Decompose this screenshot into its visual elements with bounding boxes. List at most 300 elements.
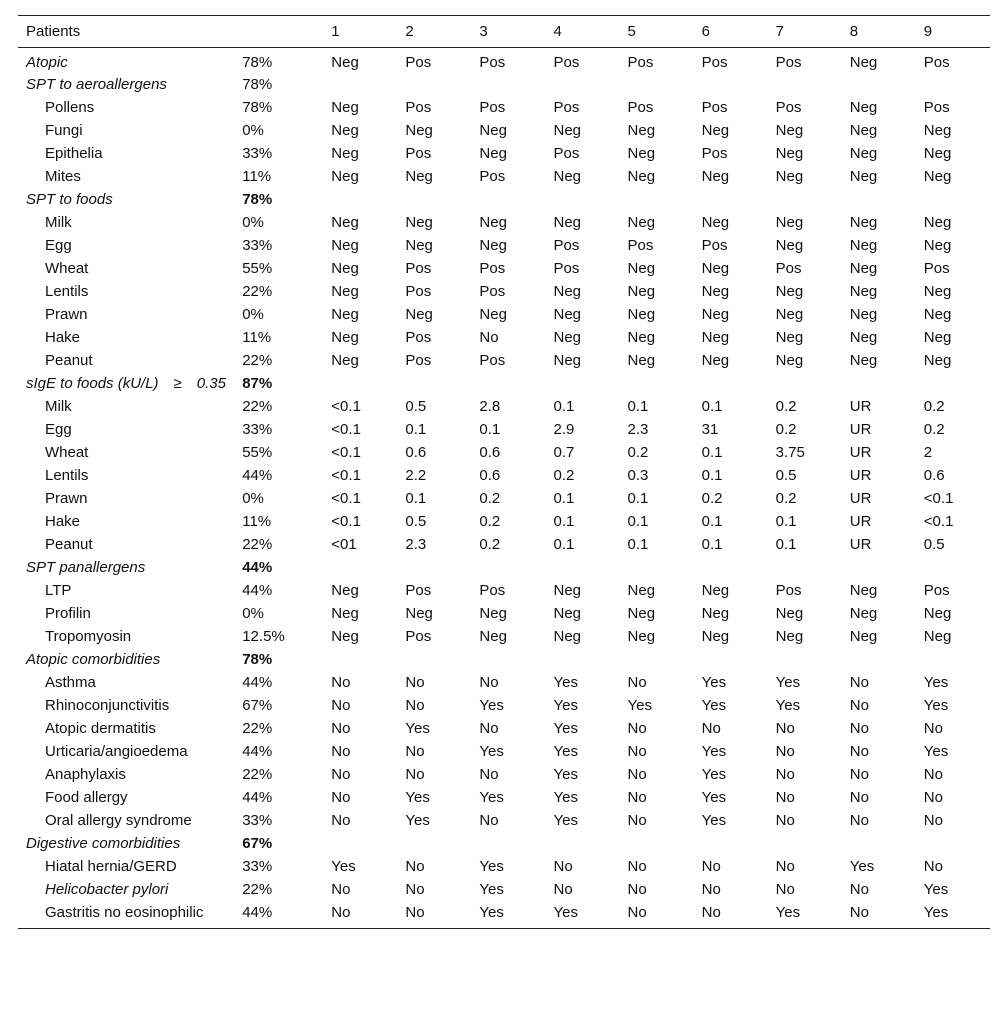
row-label xyxy=(18,831,234,854)
cell-patient-9: Neg xyxy=(923,283,952,300)
cell-patient-1: Neg xyxy=(331,168,359,185)
cell-patient-3: No xyxy=(479,329,499,346)
cell-patient-1: <0.1 xyxy=(331,513,361,530)
row-percent: 12.5% xyxy=(242,628,285,645)
cell-patient-9: Yes xyxy=(923,674,949,691)
cell-patient-3 xyxy=(471,647,545,670)
cell-patient-9 xyxy=(916,371,990,394)
cell-patient-3: Neg xyxy=(479,306,507,323)
cell-patient-6: Pos xyxy=(701,99,728,116)
cell-patient-4: Yes xyxy=(553,743,578,760)
cell-patient-3 xyxy=(471,187,545,210)
row-label-text: Peanut xyxy=(45,352,93,369)
cell-patient-1: <0.1 xyxy=(331,490,361,507)
header-patient-9: 9 xyxy=(916,16,990,48)
cell-patient-8: No xyxy=(849,789,869,806)
cell-patient-1: Neg xyxy=(331,352,359,369)
row-label-text: Hake xyxy=(45,513,81,530)
cell-patient-8: Yes xyxy=(849,858,875,875)
row-percent: 0% xyxy=(242,214,264,231)
cell-patient-3: 2.8 xyxy=(479,398,501,415)
row-label-text: Hiatal hernia/GERD xyxy=(45,858,177,875)
row-percent: 22% xyxy=(242,398,273,415)
cell-patient-1: <0.1 xyxy=(331,467,361,484)
row-label-text: Helicobacter pylori xyxy=(45,881,169,898)
cell-patient-9: 0.5 xyxy=(923,536,945,553)
table-row xyxy=(18,440,990,463)
row-percent: 78% xyxy=(242,191,273,208)
cell-patient-6: Pos xyxy=(701,54,728,71)
table-row xyxy=(18,118,990,141)
cell-patient-3: 0.2 xyxy=(479,536,501,553)
cell-patient-6: Neg xyxy=(701,329,730,346)
cell-patient-5: Pos xyxy=(627,99,654,116)
table-row xyxy=(18,578,990,601)
cell-patient-9: Pos xyxy=(923,260,950,277)
cell-patient-5: Neg xyxy=(627,145,656,162)
row-label xyxy=(18,279,234,302)
cell-patient-9: Neg xyxy=(923,237,952,254)
cell-patient-9: 0.2 xyxy=(923,398,945,415)
cell-patient-9: Yes xyxy=(923,881,949,898)
cell-patient-9: Neg xyxy=(923,145,952,162)
cell-patient-8: Neg xyxy=(849,54,878,71)
row-label xyxy=(18,348,234,371)
table-row xyxy=(18,739,990,762)
cell-patient-3: Pos xyxy=(479,352,506,369)
table-row xyxy=(18,647,990,670)
cell-patient-1 xyxy=(323,187,397,210)
cell-patient-6: Neg xyxy=(701,168,730,185)
cell-patient-4: Neg xyxy=(553,605,582,622)
cell-patient-9 xyxy=(916,72,990,95)
cell-patient-8: Neg xyxy=(849,582,878,599)
row-label xyxy=(18,486,234,509)
row-percent: 87% xyxy=(242,375,273,392)
row-label-text: Anaphylaxis xyxy=(45,766,126,783)
cell-patient-7: 0.5 xyxy=(775,467,797,484)
row-percent: 78% xyxy=(242,54,273,71)
cell-patient-7: Neg xyxy=(775,145,804,162)
row-label xyxy=(18,900,234,929)
row-label-text: Lentils xyxy=(45,467,89,484)
cell-patient-6: 0.1 xyxy=(701,398,723,415)
row-percent: 67% xyxy=(242,697,273,714)
cell-patient-2: Pos xyxy=(405,54,432,71)
cell-patient-3: 0.6 xyxy=(479,444,501,461)
cell-patient-6 xyxy=(694,72,768,95)
cell-patient-7: 0.1 xyxy=(775,536,797,553)
cell-patient-8: No xyxy=(849,674,869,691)
cell-patient-3: Neg xyxy=(479,628,507,645)
cell-patient-2: Neg xyxy=(405,237,433,254)
cell-patient-9: Neg xyxy=(923,306,952,323)
cell-patient-8: Neg xyxy=(849,214,878,231)
cell-patient-6: Pos xyxy=(701,237,728,254)
table-row xyxy=(18,348,990,371)
table-row xyxy=(18,325,990,348)
row-percent: 78% xyxy=(242,76,273,93)
cell-patient-4: Yes xyxy=(545,900,619,929)
cell-patient-1: No xyxy=(331,697,351,714)
cell-patient-7: 3.75 xyxy=(775,444,805,461)
cell-patient-1: Neg xyxy=(331,283,359,300)
cell-patient-4: Neg xyxy=(553,329,582,346)
cell-patient-5 xyxy=(620,831,694,854)
row-label xyxy=(18,95,234,118)
cell-patient-4: Neg xyxy=(553,283,582,300)
cell-patient-9: Neg xyxy=(923,329,952,346)
row-label-text: Profilin xyxy=(45,605,91,622)
cell-patient-9: No xyxy=(923,720,943,737)
header-patients-label: Patients xyxy=(18,16,234,48)
cell-patient-3 xyxy=(471,555,545,578)
cell-patient-9 xyxy=(916,187,990,210)
table-row xyxy=(18,670,990,693)
cell-patient-1: <01 xyxy=(331,536,357,553)
cell-patient-6: Yes xyxy=(701,697,727,714)
cell-patient-4 xyxy=(545,72,619,95)
row-label-text: Asthma xyxy=(45,674,96,691)
row-label xyxy=(18,624,234,647)
table-row xyxy=(18,624,990,647)
cell-patient-2 xyxy=(397,371,471,394)
table-row xyxy=(18,371,990,394)
header-patient-2: 2 xyxy=(397,16,471,48)
cell-patient-3: Neg xyxy=(479,214,507,231)
cell-patient-2: 0.6 xyxy=(405,444,427,461)
cell-patient-3: Yes xyxy=(471,900,545,929)
cell-patient-5: 0.1 xyxy=(627,398,649,415)
row-label xyxy=(18,578,234,601)
cell-patient-5: No xyxy=(627,858,647,875)
cell-patient-6: Yes xyxy=(701,812,727,829)
cell-patient-2 xyxy=(397,647,471,670)
row-label-text: Mites xyxy=(45,168,81,185)
cell-patient-2: No xyxy=(405,697,425,714)
row-label xyxy=(18,532,234,555)
cell-patient-1: Neg xyxy=(331,260,359,277)
cell-patient-8: Neg xyxy=(849,145,878,162)
cell-patient-8: UR xyxy=(849,398,872,415)
cell-patient-9: 0.2 xyxy=(923,421,945,438)
cell-patient-9: Pos xyxy=(923,99,950,116)
cell-patient-2: Yes xyxy=(405,720,430,737)
cell-patient-7: 0.1 xyxy=(775,513,797,530)
cell-patient-7: Neg xyxy=(775,168,804,185)
row-label xyxy=(18,670,234,693)
row-percent: 33% xyxy=(242,858,273,875)
cell-patient-1: <0.1 xyxy=(331,398,361,415)
cell-patient-7: No xyxy=(775,858,795,875)
table-row xyxy=(18,463,990,486)
cell-patient-8: UR xyxy=(849,421,872,438)
cell-patient-9: No xyxy=(923,812,943,829)
cell-patient-3: No xyxy=(479,674,499,691)
cell-patient-8: Neg xyxy=(849,605,878,622)
cell-patient-3: Yes xyxy=(479,743,504,760)
cell-patient-9: Neg xyxy=(923,628,952,645)
row-label-text: Fungi xyxy=(45,122,83,139)
cell-patient-9: Yes xyxy=(923,697,949,714)
cell-patient-8 xyxy=(842,371,916,394)
cell-patient-1: Neg xyxy=(331,122,359,139)
cell-patient-5 xyxy=(620,187,694,210)
cell-patient-3: Pos xyxy=(479,260,506,277)
cell-patient-2: Yes xyxy=(405,789,430,806)
cell-patient-7 xyxy=(768,371,842,394)
cell-patient-6: Yes xyxy=(701,789,727,806)
cell-patient-7: 0.2 xyxy=(775,490,797,507)
cell-patient-7: Neg xyxy=(775,605,804,622)
row-percent: 44% xyxy=(242,674,273,691)
cell-patient-5: Neg xyxy=(627,329,656,346)
row-percent: 78% xyxy=(242,99,273,116)
cell-patient-3: Neg xyxy=(479,122,507,139)
cell-patient-8: Neg xyxy=(849,352,878,369)
cell-patient-5: No xyxy=(620,900,694,929)
cell-patient-8: Neg xyxy=(849,99,878,116)
cell-patient-5: 0.2 xyxy=(627,444,649,461)
cell-patient-1 xyxy=(323,555,397,578)
table-row xyxy=(18,785,990,808)
row-percent: 33% xyxy=(242,145,273,162)
cell-patient-1: Neg xyxy=(331,628,359,645)
cell-patient-4: Neg xyxy=(553,168,582,185)
cell-patient-3: Yes xyxy=(479,789,504,806)
cell-patient-1: Yes xyxy=(331,858,356,875)
cell-patient-2: No xyxy=(405,881,425,898)
cell-patient-1: No xyxy=(331,789,351,806)
cell-patient-4: Yes xyxy=(553,674,578,691)
cell-patient-7 xyxy=(768,187,842,210)
cell-patient-9: Pos xyxy=(923,54,950,71)
cell-patient-6: 0.1 xyxy=(701,513,723,530)
header-patient-3: 3 xyxy=(471,16,545,48)
row-label xyxy=(18,187,234,210)
row-percent: 44% xyxy=(242,467,273,484)
row-percent: 22% xyxy=(242,536,273,553)
cell-patient-5 xyxy=(620,555,694,578)
cell-patient-2: No xyxy=(405,674,425,691)
table-row xyxy=(18,532,990,555)
cell-patient-7: Yes xyxy=(775,674,801,691)
cell-patient-4: No xyxy=(553,858,573,875)
row-label-text: Digestive comorbidities xyxy=(26,835,181,852)
cell-patient-8: Neg xyxy=(849,283,878,300)
cell-patient-3: 0.2 xyxy=(479,490,501,507)
cell-patient-7: Neg xyxy=(775,283,804,300)
row-label-text: Epithelia xyxy=(45,145,103,162)
cell-patient-4: Neg xyxy=(553,628,582,645)
cell-patient-4 xyxy=(545,371,619,394)
table-row xyxy=(18,302,990,325)
cell-patient-2: 2.2 xyxy=(405,467,427,484)
cell-patient-2: No xyxy=(405,766,425,783)
cell-patient-1: Neg xyxy=(331,214,359,231)
row-percent: 44% xyxy=(234,900,323,929)
cell-patient-7: Neg xyxy=(775,306,804,323)
cell-patient-2: Yes xyxy=(405,812,430,829)
row-percent: 78% xyxy=(242,651,273,668)
row-label-text: Hake xyxy=(45,329,81,346)
cell-patient-2: No xyxy=(405,743,425,760)
table-row xyxy=(18,164,990,187)
cell-patient-5: Neg xyxy=(627,352,656,369)
row-label-text: Food allergy xyxy=(45,789,128,806)
row-label-text: Milk xyxy=(45,398,72,415)
cell-patient-4: Pos xyxy=(553,54,580,71)
row-percent: 0% xyxy=(242,605,264,622)
cell-patient-1: Neg xyxy=(331,605,359,622)
header-patient-4: 4 xyxy=(545,16,619,48)
row-label-text: Lentils xyxy=(45,283,89,300)
cell-patient-3: No xyxy=(479,766,499,783)
cell-patient-4: Neg xyxy=(553,582,582,599)
cell-patient-9: <0.1 xyxy=(923,513,954,530)
row-percent: 44% xyxy=(242,743,273,760)
cell-patient-1: Neg xyxy=(331,306,359,323)
cell-patient-8: Neg xyxy=(849,122,878,139)
cell-patient-1: Neg xyxy=(331,237,359,254)
cell-patient-1: Neg xyxy=(331,99,359,116)
header-patient-1: 1 xyxy=(323,16,397,48)
table-row xyxy=(18,486,990,509)
header-patient-7: 7 xyxy=(768,16,842,48)
table-row xyxy=(18,48,990,73)
row-label xyxy=(18,72,234,95)
cell-patient-8: No xyxy=(849,743,869,760)
cell-patient-5: 2.3 xyxy=(627,421,649,438)
cell-patient-8: No xyxy=(849,881,869,898)
cell-patient-3: 0.1 xyxy=(479,421,501,438)
cell-patient-6: No xyxy=(701,720,721,737)
cell-patient-2: 2.3 xyxy=(405,536,427,553)
cell-patient-2: Pos xyxy=(405,283,432,300)
table-row xyxy=(18,762,990,785)
cell-patient-8: Neg xyxy=(849,329,878,346)
cell-patient-3: Yes xyxy=(479,881,504,898)
cell-patient-6: 31 xyxy=(701,421,719,438)
table-row xyxy=(18,187,990,210)
row-label xyxy=(18,808,234,831)
cell-patient-7: No xyxy=(775,743,795,760)
cell-patient-3: No xyxy=(479,812,499,829)
cell-patient-5: No xyxy=(627,720,647,737)
cell-patient-4 xyxy=(545,187,619,210)
cell-patient-6: 0.1 xyxy=(701,444,723,461)
row-label-text: Gastritis no eosinophilic xyxy=(45,904,204,921)
cell-patient-9: <0.1 xyxy=(923,490,954,507)
cell-patient-8: Neg xyxy=(849,237,878,254)
cell-patient-4 xyxy=(545,555,619,578)
table-row xyxy=(18,279,990,302)
cell-patient-5: Neg xyxy=(627,214,656,231)
cell-patient-6 xyxy=(694,647,768,670)
row-label xyxy=(18,555,234,578)
row-percent: 33% xyxy=(242,812,273,829)
row-label-text: Prawn xyxy=(45,490,88,507)
cell-patient-5: Neg xyxy=(627,582,656,599)
cell-patient-3: Pos xyxy=(479,582,506,599)
cell-patient-7: Neg xyxy=(775,237,804,254)
cell-patient-1 xyxy=(323,371,397,394)
cell-patient-6: 0.1 xyxy=(701,467,723,484)
cell-patient-2: Pos xyxy=(405,352,432,369)
cell-patient-3: 0.2 xyxy=(479,513,501,530)
cell-patient-5: Pos xyxy=(627,237,654,254)
cell-patient-9: Neg xyxy=(923,168,952,185)
table-row xyxy=(18,854,990,877)
cell-patient-4: 0.1 xyxy=(553,490,575,507)
row-label xyxy=(18,233,234,256)
table-row xyxy=(18,256,990,279)
cell-patient-6 xyxy=(694,555,768,578)
cell-patient-2: Neg xyxy=(405,605,433,622)
row-label xyxy=(18,785,234,808)
cell-patient-6 xyxy=(694,831,768,854)
row-percent: 0% xyxy=(242,490,264,507)
patients-table-container xyxy=(18,15,990,929)
row-label-text: Atopic dermatitis xyxy=(45,720,156,737)
cell-patient-5: 0.1 xyxy=(627,536,649,553)
cell-patient-5: Neg xyxy=(627,628,656,645)
cell-patient-4: Yes xyxy=(553,812,578,829)
cell-patient-3: Yes xyxy=(479,697,504,714)
cell-patient-7: Yes xyxy=(768,900,842,929)
cell-patient-8 xyxy=(842,72,916,95)
cell-patient-7: Yes xyxy=(775,697,801,714)
cell-patient-5: 0.1 xyxy=(627,513,649,530)
row-label xyxy=(18,256,234,279)
row-label-text: Milk xyxy=(45,214,72,231)
cell-patient-4: 2.9 xyxy=(553,421,575,438)
cell-patient-8: No xyxy=(849,720,869,737)
cell-patient-3: Yes xyxy=(479,858,504,875)
cell-patient-4: Pos xyxy=(553,260,580,277)
row-label-text: Prawn xyxy=(45,306,88,323)
cell-patient-5: No xyxy=(627,766,647,783)
cell-patient-8: UR xyxy=(849,490,872,507)
row-label-text: SPT to foods xyxy=(26,191,113,208)
cell-patient-2: Pos xyxy=(405,145,432,162)
cell-patient-7: Pos xyxy=(775,582,802,599)
row-percent: 44% xyxy=(242,559,273,576)
cell-patient-9 xyxy=(916,647,990,670)
cell-patient-1: No xyxy=(323,900,397,929)
cell-patient-7: Pos xyxy=(775,99,802,116)
row-percent: 44% xyxy=(242,789,273,806)
row-label-text: sIgE to foods (kU/L) ≥ 0.35 xyxy=(26,375,226,392)
cell-patient-2 xyxy=(397,72,471,95)
cell-patient-4: Pos xyxy=(553,99,580,116)
table-row xyxy=(18,831,990,854)
row-label xyxy=(18,762,234,785)
cell-patient-6: Neg xyxy=(701,260,730,277)
header-patient-6: 6 xyxy=(694,16,768,48)
cell-patient-9: Neg xyxy=(923,605,952,622)
cell-patient-6: Yes xyxy=(701,743,727,760)
cell-patient-4: Neg xyxy=(553,214,582,231)
row-percent: 67% xyxy=(242,835,273,852)
table-row xyxy=(18,95,990,118)
row-label-text: Oral allergy syndrome xyxy=(45,812,192,829)
table-row xyxy=(18,716,990,739)
cell-patient-6: No xyxy=(701,858,721,875)
cell-patient-3: Pos xyxy=(479,283,506,300)
cell-patient-6: Yes xyxy=(701,674,727,691)
cell-patient-5: No xyxy=(627,881,647,898)
